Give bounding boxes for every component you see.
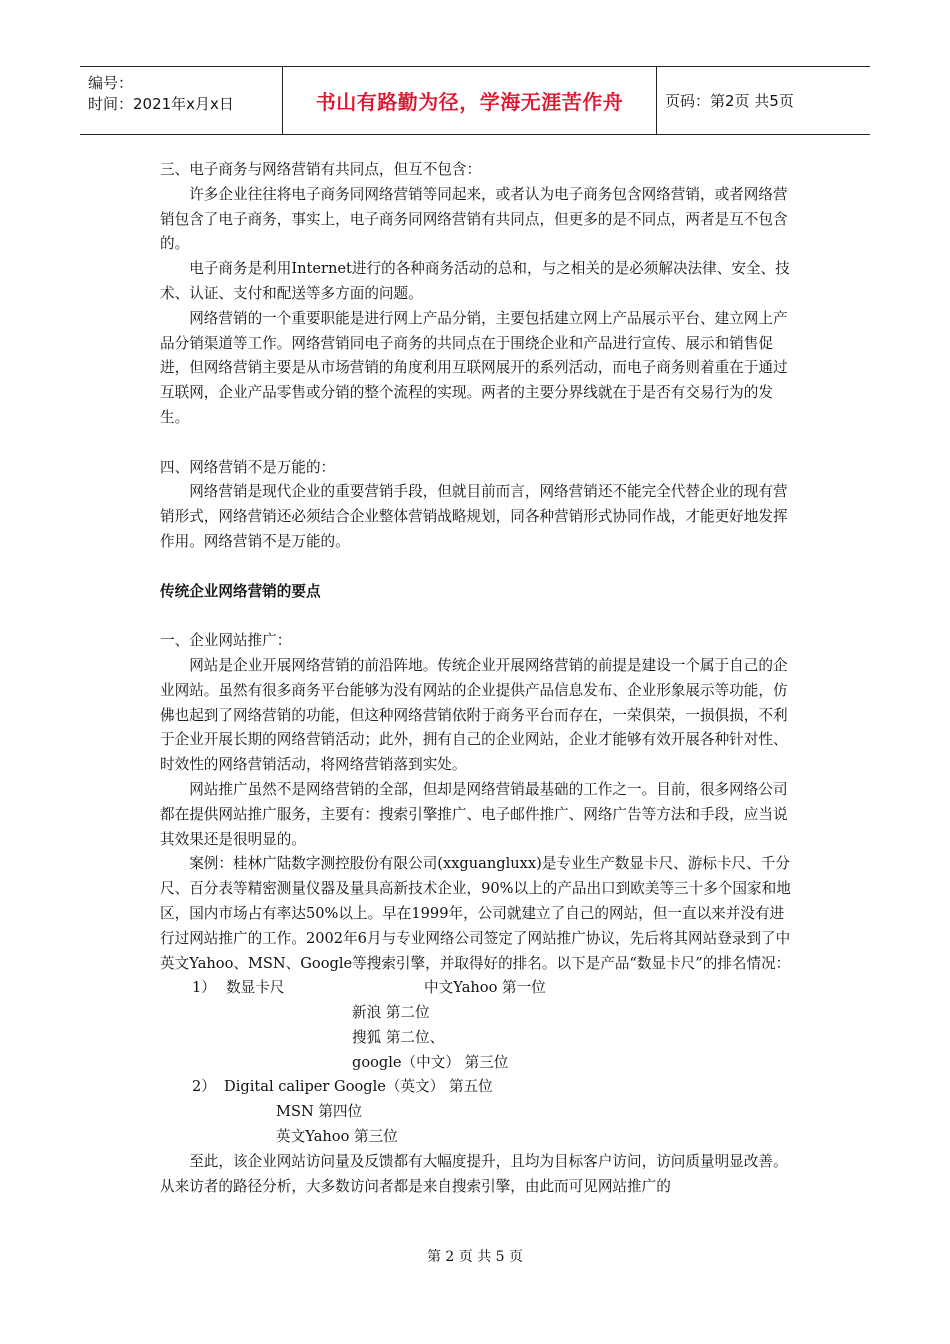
ranking-product: 数显卡尺 (226, 979, 285, 997)
section-3-paragraph-2: 电子商务是利用Internet进行的各种商务活动的总和，与之相关的是必须解决法律、安全、技术、认证、支付和配送等多方面的问题。 (160, 260, 790, 302)
point-1-paragraph-a: 网站是企业开展网络营销的前沿阵地。传统企业开展网络营销的前提是建设一个属于自己的企业网站。虽然有很多商务平台能够为没有网站的企业提供产品信息发布、企业形象展示等功能，仿佛也起到了网络营销的功能，但这种网络营销依附于商务平台而存在，一荣俱荣，一损俱损，不利于企业开展长期的网络营销活动；此外，拥有自己的企业网站，企业才能够有效开展各种针对性、时效性的网络营销活动，将网络营销落到实处。 (160, 656, 788, 774)
ranking-row-3 (160, 1026, 792, 1051)
point-1-title: 一、企业网站推广： (160, 632, 292, 650)
section-4-title: 四、网络营销不是万能的： (160, 458, 336, 476)
ranking-entry: 英文Yahoo 第三位 (276, 1128, 398, 1146)
spacer (160, 604, 792, 629)
ranking-row-7 (160, 1125, 792, 1150)
header-page-info: 页码：第2页 共5页 (665, 92, 794, 110)
ranking-entry: Digital caliper Google（英文） 第五位 (224, 1078, 493, 1096)
point-1-paragraph-d: 至此，该企业网站访问量及反馈都有大幅度提升，且均为目标客户访问，访问质量明显改善。从来访者的路径分析，大多数访问者都是来自搜索引擎，由此而可见网站推广的 (160, 1152, 788, 1195)
section-3-paragraph-1: 许多企业往往将电子商务同网络营销等同起来，或者认为电子商务包含网络营销，或者网络营销包含了电子商务，事实上，电子商务同网络营销有共同点，但更多的是不同点，两者是互不包含的。 (160, 185, 788, 253)
spacer (160, 431, 792, 456)
ranking-number: 1） (192, 979, 216, 997)
header-meta (80, 67, 283, 134)
number-label: 编号： (88, 74, 134, 92)
point-1-paragraph-c: 案例：桂林广陆数字测控股份有限公司(xxguangluxx)是专业生产数显卡尺、游标卡尺、千分尺、百分表等精密测量仪器及量具高新技术企业，90%以上的产品出口到欧美等三十多个国家和地区，国内市场占有率达50%以上。早在1999年，公司就建立了自己的网站，但一直以来并没有进行过网站推广的工作。2002年6月与专业网络公司签定了网站推广协议，先后将其网站登录到了中英文Yahoo、MSN、Google等搜索引擎，并取得好的排名。以下是产品“数显卡尺”的排名情况： (160, 855, 791, 972)
ranking-number: 2） (192, 1078, 216, 1096)
main-heading: 传统企业网络营销的要点 (160, 582, 321, 600)
ranking-entry: google（中文） 第三位 (352, 1053, 509, 1071)
ranking-row-1 (160, 976, 792, 1001)
section-4-paragraph-1: 网络营销是现代企业的重要营销手段，但就目前而言，网络营销还不能完全代替企业的现有营销形式，网络营销还必须结合企业整体营销战略规划，同各种营销形式协同作战，才能更好地发挥作用。网络营销不是万能的。 (160, 483, 788, 550)
ranking-entry: 新浪 第二位 (352, 1004, 430, 1022)
time-label: 时间：2021年x月x日 (88, 95, 234, 113)
ranking-entry: MSN 第四位 (276, 1103, 363, 1121)
page-footer: 第 2 页 共 5 页 (426, 1249, 524, 1265)
ranking-row-6 (160, 1100, 792, 1125)
page-header (80, 66, 870, 135)
ranking-row-2 (160, 1001, 792, 1026)
spacer (160, 555, 792, 580)
ranking-row-5 (160, 1075, 792, 1100)
section-3-title: 三、电子商务与网络营销有共同点，但互不包含： (160, 161, 482, 178)
ranking-entry: 搜狐 第二位、 (352, 1028, 445, 1046)
header-motto: 书山有路勤为径，学海无涯苦作舟 (283, 67, 657, 134)
point-1-paragraph-b: 网站推广虽然不是网络营销的全部，但却是网络营销最基础的工作之一。目前，很多网络公司都在提供网站推广服务，主要有：搜索引擎推广、电子邮件推广、网络广告等方法和手段，应当说其效果还是很明显的。 (160, 780, 788, 848)
ranking-entry: 中文Yahoo 第一位 (424, 979, 546, 997)
section-3-paragraph-3: 网络营销的一个重要职能是进行网上产品分销，主要包括建立网上产品展示平台、建立网上产品分销渠道等工作。网络营销同电子商务的共同点在于围绕企业和产品进行宣传、展示和销售促进，但网络营销主要是从市场营销的角度利用互联网展开的系列活动，而电子商务则着重在于通过互联网，企业产品零售或分销的整个流程的实现。两者的主要分界线就在于是否有交易行为的发生。 (160, 309, 788, 426)
document-body (160, 158, 792, 1199)
ranking-row-4 (160, 1051, 792, 1076)
